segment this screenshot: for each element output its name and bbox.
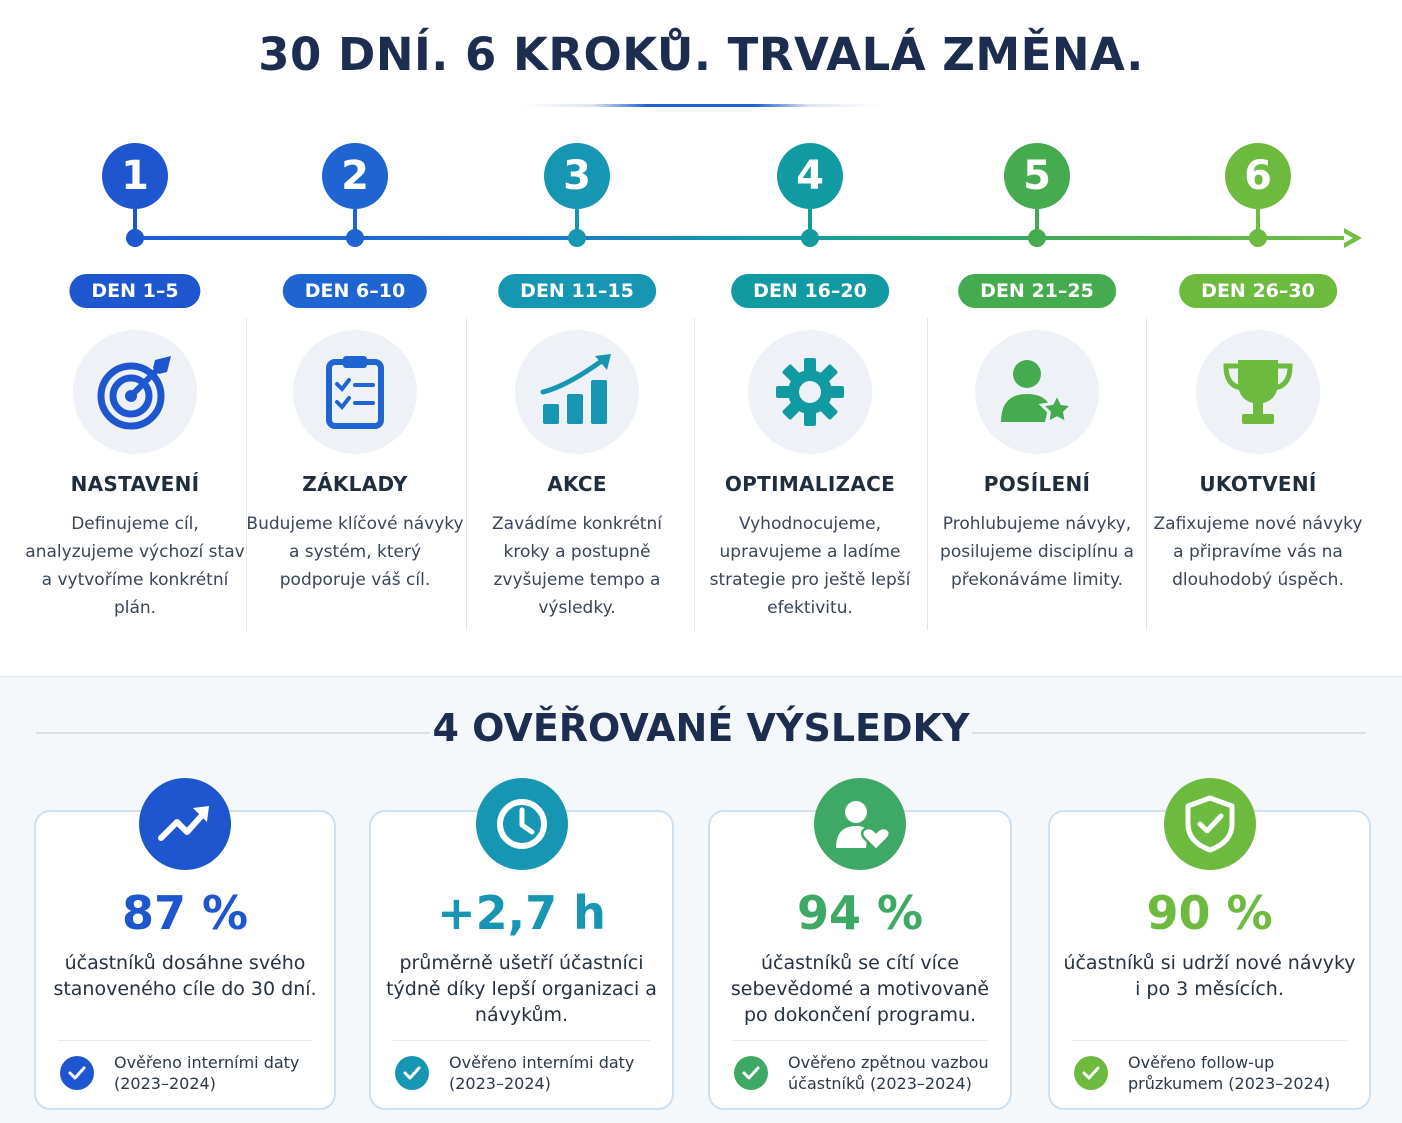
result-value: +2,7 h <box>437 886 606 940</box>
gear-icon <box>770 352 850 432</box>
step-title: POSÍLENÍ <box>983 472 1091 496</box>
timeline-line <box>135 236 1350 240</box>
timeline-dot <box>568 229 586 247</box>
shield-check-icon <box>1180 794 1240 854</box>
user-star-icon <box>997 352 1077 432</box>
trophy-icon <box>1218 352 1298 432</box>
column-divider <box>694 318 695 630</box>
result-description: účastníků se cítí více sebevědomé a motivovaně po dokončení programu. <box>730 952 990 1026</box>
result-value: 87 % <box>121 886 249 940</box>
results-title: 4 OVĚŘOVANÉ VÝSLEDKY <box>432 706 970 750</box>
step-number-badge: 1 <box>102 143 168 209</box>
step-description: Definujeme cíl, analyzujeme výchozí stav a vytvoříme konkrétní plán. <box>25 514 245 618</box>
verification-note: Ověřeno interními daty (2023–2024) <box>114 1053 300 1093</box>
result-card-1 <box>34 810 336 1110</box>
check-icon <box>741 1063 761 1083</box>
step-title: AKCE <box>547 472 607 496</box>
step-number-badge: 3 <box>544 143 610 209</box>
step-description: Budujeme klíčové návyky a systém, který podporuje váš cíl. <box>246 514 464 590</box>
user-heart-icon <box>830 794 890 854</box>
trend-up-icon <box>155 794 215 854</box>
verification-note: Ověřeno interními daty (2023–2024) <box>449 1053 635 1093</box>
day-range-pill: DEN 1–5 <box>69 274 200 308</box>
title-underline <box>520 104 882 107</box>
timeline-dot <box>1028 229 1046 247</box>
step-title: ZÁKLADY <box>302 472 408 496</box>
result-description: účastníků dosáhne svého stanoveného cíle do 30 dní. <box>53 952 317 1000</box>
result-description: průměrně ušetří účastníci týdně díky lepší organizaci a návykům. <box>386 952 657 1026</box>
check-icon <box>67 1063 87 1083</box>
check-icon <box>402 1063 422 1083</box>
day-range-pill: DEN 26–30 <box>1179 274 1337 308</box>
clock-icon <box>492 794 552 854</box>
clipboard-checklist-icon <box>315 352 395 432</box>
verification-note: Ověřeno follow-up průzkumem (2023–2024) <box>1128 1053 1331 1093</box>
step-number-badge: 5 <box>1004 143 1070 209</box>
timeline-dot <box>1249 229 1267 247</box>
timeline-dot <box>346 229 364 247</box>
result-value: 94 % <box>796 886 924 940</box>
day-range-pill: DEN 16–20 <box>731 274 889 308</box>
check-icon <box>1081 1063 1101 1083</box>
result-card-4 <box>1048 810 1371 1110</box>
day-range-pill: DEN 21–25 <box>958 274 1116 308</box>
result-description: účastníků si udrží nové návyky i po 3 měsících. <box>1063 952 1356 1000</box>
step-number-badge: 2 <box>322 143 388 209</box>
page-title: 30 DNÍ. 6 KROKŮ. TRVALÁ ZMĚNA. <box>258 28 1144 81</box>
step-description: Zafixujeme nové návyky a připravíme vás na dlouhodobý úspěch. <box>1153 514 1363 590</box>
step-description: Vyhodnocujeme, upravujeme a ladíme strategie pro ještě lepší efektivitu. <box>709 514 911 618</box>
result-card-2 <box>369 810 674 1110</box>
target-icon <box>95 352 175 432</box>
step-description: Zavádíme konkrétní kroky a postupně zvyšujeme tempo a výsledky. <box>492 514 662 618</box>
step-title: NASTAVENÍ <box>70 472 200 496</box>
timeline-dot <box>801 229 819 247</box>
timeline-dot <box>126 229 144 247</box>
step-description: Prohlubujeme návyky, posilujeme disciplínu a překonáváme limity. <box>940 514 1134 590</box>
day-range-pill: DEN 11–15 <box>498 274 656 308</box>
day-range-pill: DEN 6–10 <box>283 274 427 308</box>
step-title: OPTIMALIZACE <box>724 472 896 496</box>
growth-chart-icon <box>537 352 617 432</box>
result-value: 90 % <box>1146 886 1273 940</box>
step-title: UKOTVENÍ <box>1199 472 1317 496</box>
step-number-badge: 4 <box>777 143 843 209</box>
verification-note: Ověřeno zpětnou vazbou účastníků (2023–2024) <box>788 1053 989 1093</box>
result-card-3 <box>708 810 1012 1110</box>
step-number-badge: 6 <box>1225 143 1291 209</box>
